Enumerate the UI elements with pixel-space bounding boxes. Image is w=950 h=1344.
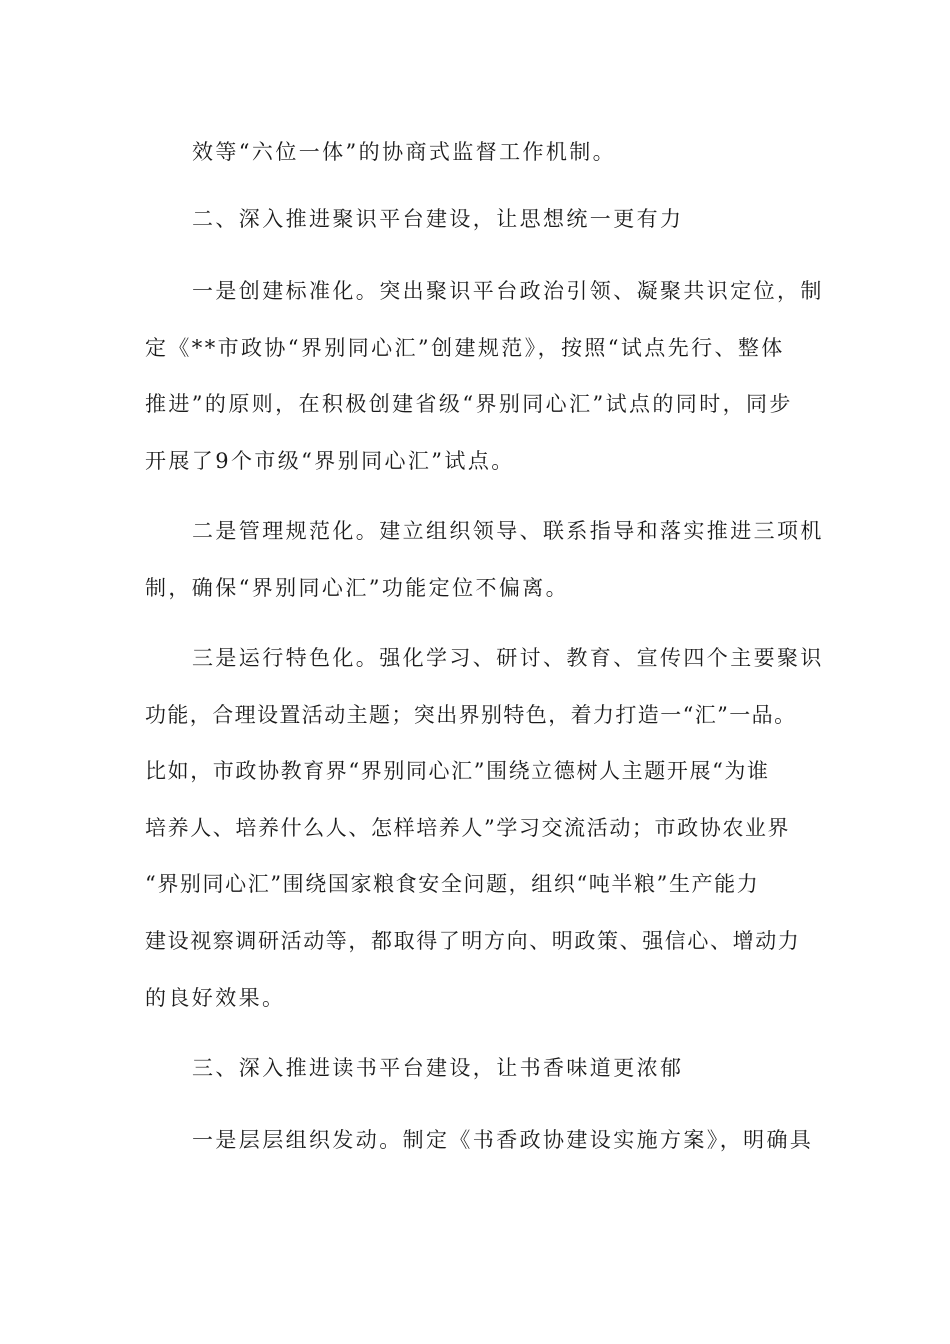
paragraph-line: 三是运行特色化。强化学习、研讨、教育、宣传四个主要聚识	[192, 646, 824, 670]
paragraph-line: 开展了9个市级“界别同心汇”试点。	[145, 449, 515, 473]
paragraph-line: 功能，合理设置活动主题；突出界别特色，着力打造一“汇”一品。	[145, 703, 797, 727]
section-heading: 三、深入推进读书平台建设，让书香味道更浓郁	[192, 1056, 684, 1080]
paragraph-line: 的良好效果。	[145, 986, 286, 1010]
paragraph-line: “界别同心汇”围绕国家粮食安全问题，组织“吨半粮”生产能力	[145, 872, 760, 896]
paragraph-line: 一是创建标准化。突出聚识平台政治引领、凝聚共识定位，制	[192, 279, 824, 303]
paragraph-line: 效等“六位一体”的协商式监督工作机制。	[192, 140, 617, 164]
paragraph-line: 二是管理规范化。建立组织领导、联系指导和落实推进三项机	[192, 519, 824, 543]
paragraph-line: 建设视察调研活动等，都取得了明方向、明政策、强信心、增动力	[145, 929, 801, 953]
paragraph-line: 推进”的原则，在积极创建省级“界别同心汇”试点的同时，同步	[145, 392, 793, 416]
paragraph-line: 制，确保“界别同心汇”功能定位不偏离。	[145, 576, 570, 600]
section-heading: 二、深入推进聚识平台建设，让思想统一更有力	[192, 207, 684, 231]
paragraph-line: 一是层层组织发动。制定《书香政协建设实施方案》，明确具	[192, 1128, 814, 1152]
paragraph-line: 比如，市政协教育界“界别同心汇”围绕立德树人主题开展“为谁	[145, 759, 770, 783]
paragraph-line: 培养人、培养什么人、怎样培养人”学习交流活动；市政协农业界	[145, 816, 791, 840]
paragraph-line: 定《**市政协“界别同心汇”创建规范》，按照“试点先行、整体	[145, 336, 785, 360]
